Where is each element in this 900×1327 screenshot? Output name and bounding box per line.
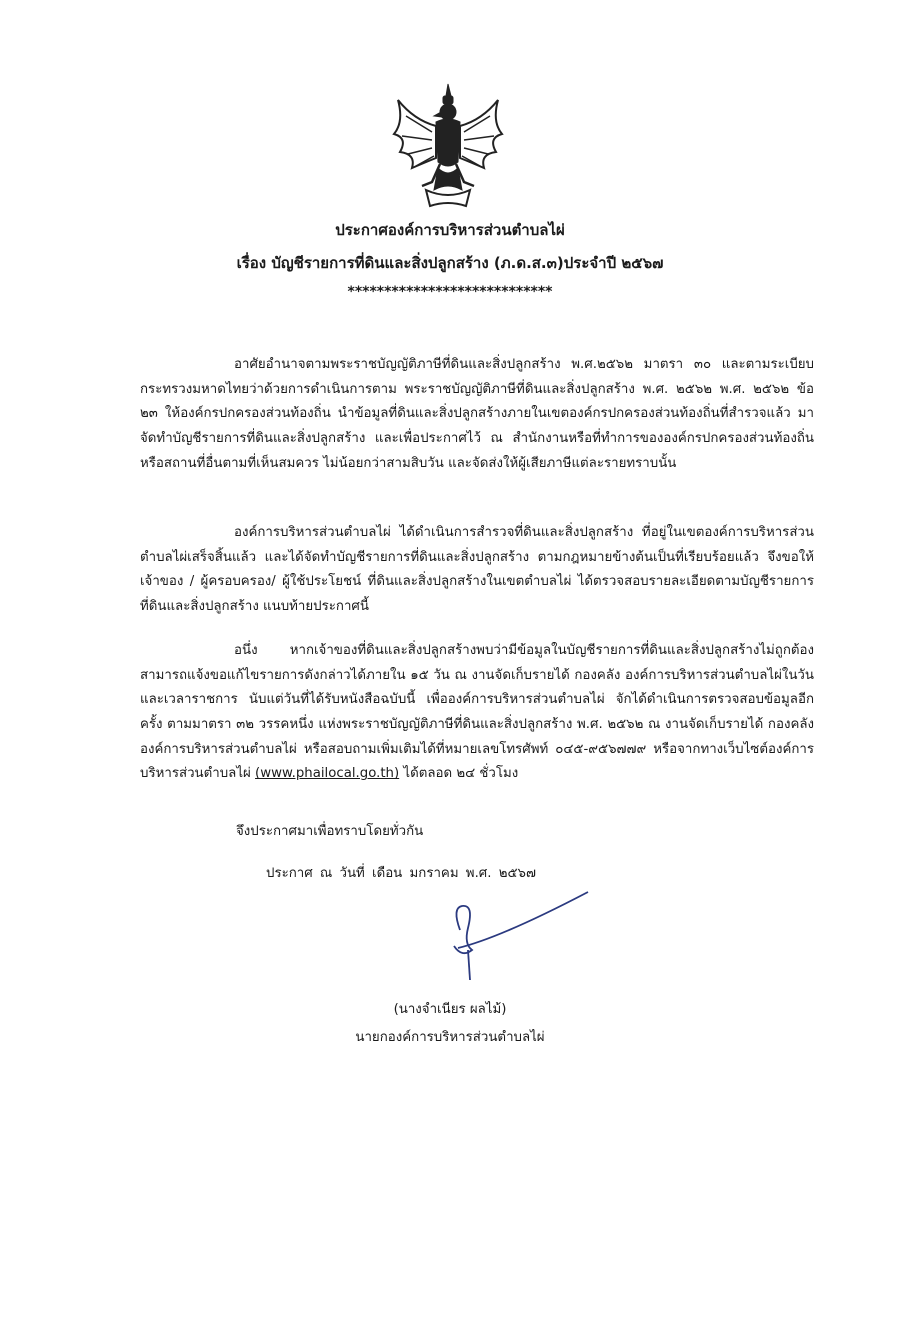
body-paragraph-2: องค์การบริหารส่วนตำบลไผ่ ได้ดำเนินการสำรวจที่ดินและสิ่งปลูกสร้าง ที่อยู่ในเขตองค์การบริหารส่วนตำบลไผ่เสร็จสิ้นแล้ว และได้จัดทำบัญชีรายการที่ดินและสิ่งปลูกสร้าง ตามกฎหมายข้างต้นเป็นที่เรียบร้อยแล้ว จึงขอให้ เจ้าของ / ผู้ครอบครอง/ ผู้ใช้ประโยชน์ ที่ดินและสิ่งปลูกสร้างในเขตตำบลไผ่ ได้ตรวจสอบรายละเอียดตามบัญชีรายการที่ดินและสิ่งปลูกสร้าง แนบท้ายประกาศนี้ (140, 525, 814, 615)
signer-title: นายกองค์การบริหารส่วนตำบลไผ่ (355, 1030, 545, 1045)
website-link[interactable]: (www.phailocal.go.th) (255, 766, 400, 782)
body-paragraph-3 (140, 639, 814, 787)
signer-name: (นางจำเนียร ผลไม้) (393, 1002, 507, 1017)
garuda-emblem-icon (386, 82, 510, 212)
body-paragraph-1: อาศัยอำนาจตามพระราชบัญญัติภาษีที่ดินและสิ่งปลูกสร้าง พ.ศ.๒๕๖๒ มาตรา ๓๐ และตามระเบียบกระทรวงมหาดไทยว่าด้วยการดำเนินการตาม พระราชบัญญัติภาษีที่ดินและสิ่งปลูกสร้าง พ.ศ. ๒๕๖๒ พ.ศ. ๒๕๖๒ ข้อ ๒๓ ให้องค์กรปกครองส่วนท้องถิ่น นำข้อมูลที่ดินและสิ่งปลูกสร้างภายในเขตองค์กรปกครองส่วนท้องถิ่นที่สำรวจแล้ว มาจัดทำบัญชีรายการที่ดินและสิ่งปลูกสร้าง และเพื่อประกาศไว้ ณ สำนักงานหรือที่ทำการขององค์กรปกครองส่วนท้องถิ่น หรือสถานที่อื่นตามที่เห็นสมควร ไม่น้อยกว่าสามสิบวัน และจัดส่งให้ผู้เสียภาษีแต่ละรายทราบนั้น (140, 357, 814, 471)
paragraph-3-ending: ได้ตลอด ๒๔ ชั่วโมง (399, 766, 519, 782)
announcement-title: ประกาศองค์การบริหารส่วนตำบลไผ่ (335, 221, 565, 239)
subject-line: เรื่อง บัญชีรายการที่ดินและสิ่งปลูกสร้าง (ภ.ด.ส.๓)ประจำปี ๒๕๖๗ (236, 254, 664, 272)
closing-statement: จึงประกาศมาเพื่อทราบโดยทั่วกัน (236, 824, 424, 839)
announcement-date: ประกาศ ณ วันที่ เดือน มกราคม พ.ศ. ๒๕๖๗ (266, 866, 536, 881)
separator: **************************** (347, 284, 553, 300)
signature-icon (440, 888, 590, 988)
paragraph-3-text: อนึ่ง หากเจ้าของที่ดินและสิ่งปลูกสร้างพบว่ามีข้อมูลในบัญชีรายการที่ดินและสิ่งปลูกสร้างไม่ถูกต้อง สามารถแจ้งขอแก้ไขรายการดังกล่าวได้ภายใน ๑๕ วัน ณ งานจัดเก็บรายได้ กองคลัง องค์การบริหารส่วนตำบลไผ่ในวันและเวลาราชการ นับแต่วันที่ได้รับหนังสือฉบับนี้ เพื่อองค์การบริหารส่วนตำบลไผ่ จักได้ดำเนินการตรวจสอบข้อมูลอีกครั้ง ตามมาตรา ๓๒ วรรคหนึ่ง แห่งพระราชบัญญัติภาษีที่ดินและสิ่งปลูกสร้าง พ.ศ. ๒๕๖๒ ณ งานจัดเก็บรายได้ กองคลัง องค์การบริหารส่วนตำบลไผ่ หรือสอบถามเพิ่มเติมได้ที่หมายเลขโทรศัพท์ ๐๔๕-๙๕๖๗๗๙ หรือจากทางเว็บไซต์องค์การบริหารส่วนตำบลไผ่ (140, 643, 814, 782)
